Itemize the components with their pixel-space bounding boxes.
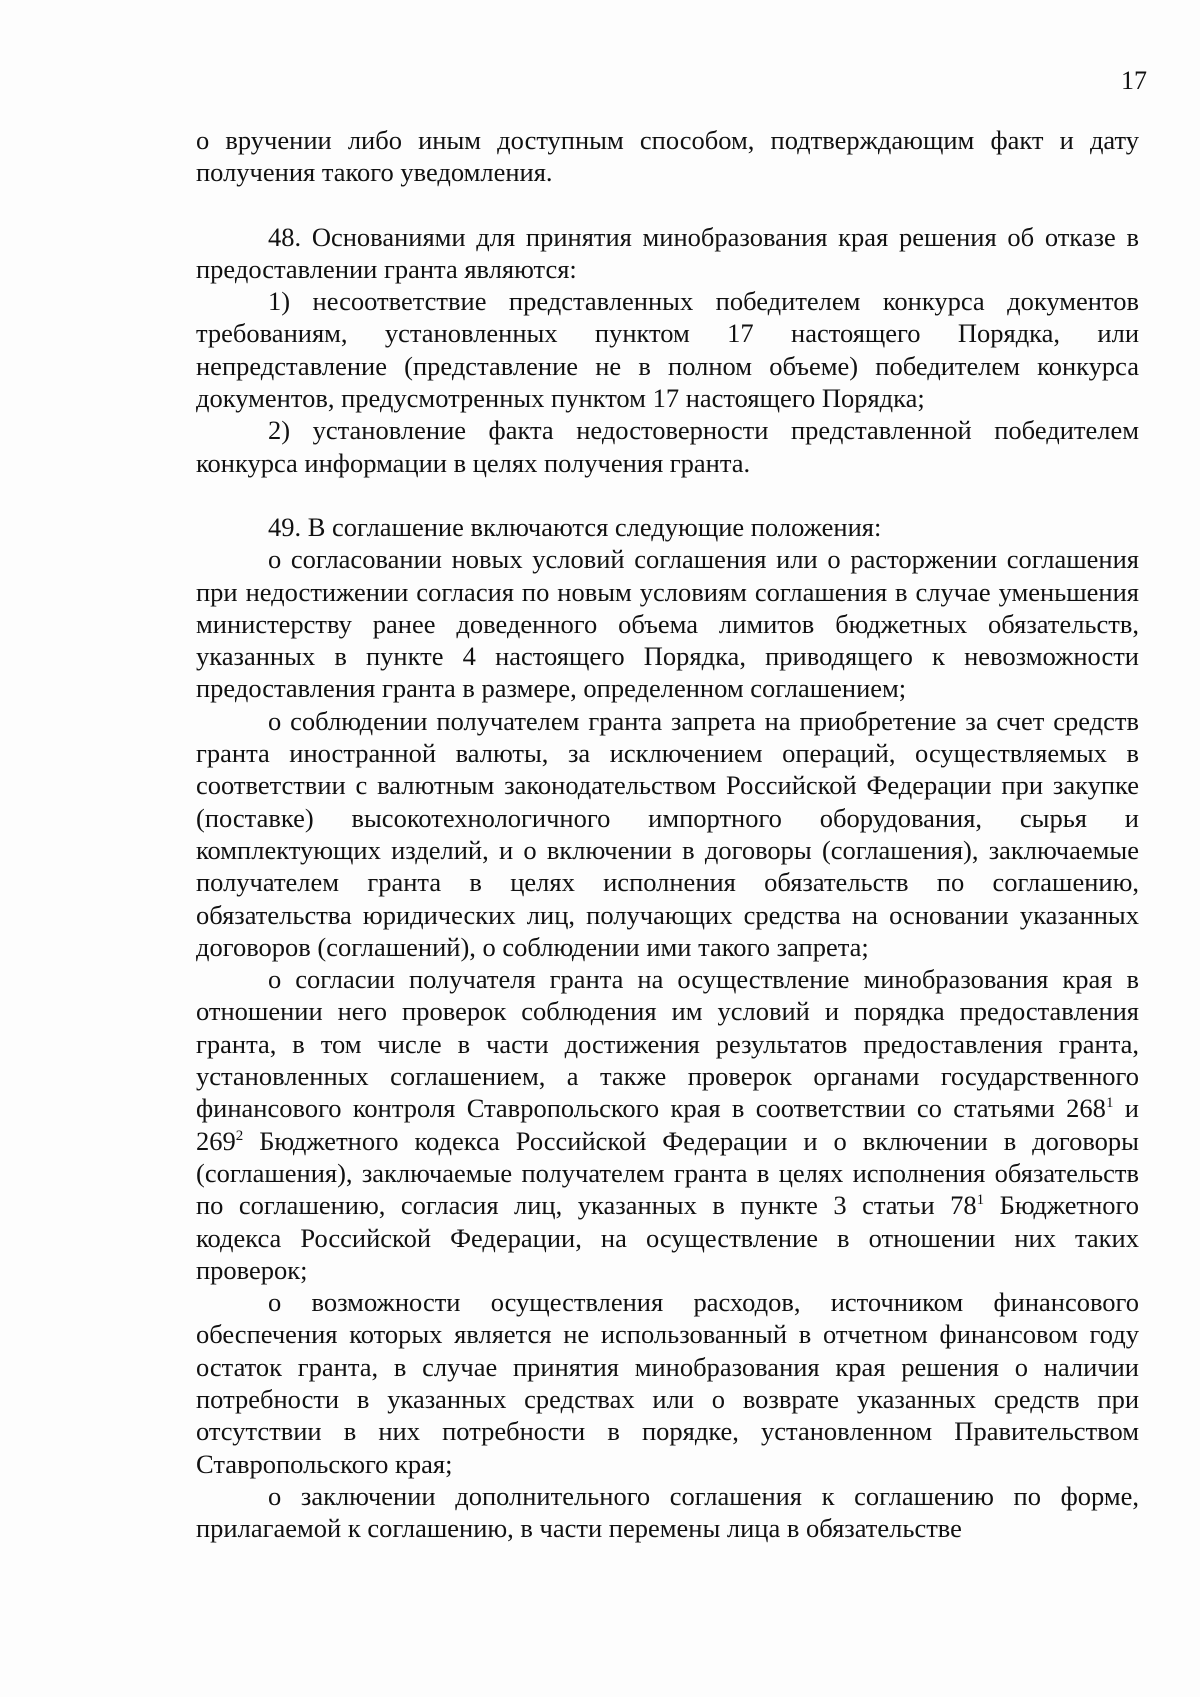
provision-3-text-a: о согласии получателя гранта на осуществление минобразования края в отношении него проверок соблюдения им условий и порядка предоставления гранта, в том числе в части достижения результатов предоставления гранта, установленных соглашением, а также проверок органами государственного финансового контроля Ставропольского края в соответствии со статьями 268 (196, 964, 1139, 1124)
paragraph-48: 48. Основаниями для принятия минобразования края решения об отказе в предоставлении гранта являются: (196, 221, 1139, 284)
paragraph-49-provision-2: о соблюдении получателем гранта запрета на приобретение за счет средств гранта иностранной валюты, за исключением операций, осуществляемых в соответствии с валютным законодательством Российской Федерации при закупке (поставке) высокотехнологичного импортного оборудования, сырья и комплектующих изделий, и о включении в договоры (соглашения), заключаемые получателем гранта в целях исполнения обязательств по соглашению, обязательства юридических лиц, получающих средства на основании указанных договоров (соглашений), о соблюдении ими такого запрета; (196, 705, 1139, 962)
provision-3-text-d: Бюджетного кодекса Российской Федерации, на осуществление в отношении них таких проверок; (196, 1190, 1139, 1285)
paragraph-49-provision-1: о согласовании новых условий соглашения или о расторжении соглашения при недостижении согласия по новым условиям соглашения в случае уменьшения министерству ранее доведенного объема лимитов бюджетных обязательств, указанных в пункте 4 настоящего Порядка, приводящего к невозможности предоставления гранта в размере, определенном соглашением; (196, 544, 1139, 704)
paragraph-49-provision-3 (196, 963, 1139, 1286)
paragraph-49-provision-5: о заключении дополнительного соглашения к соглашению по форме, прилагаемой к соглашению, в части перемены лица в обязательстве (196, 1480, 1139, 1544)
paragraph-48-item-2: 2) установление факта недостоверности представленной победителем конкурса информации в целях получения гранта. (196, 415, 1139, 478)
superscript-index: 1 (1105, 1095, 1114, 1112)
provision-3-text-b: и 269 (196, 1093, 1139, 1156)
document-body (196, 124, 1139, 1544)
paragraph-49: 49. В соглашение включаются следующие положения: (268, 511, 882, 542)
paragraph-continuation: о вручении либо иным доступным способом, подтверждающим факт и дату получения такого уведомления. (196, 125, 1139, 188)
paragraph-49-provision-4: о возможности осуществления расходов, источником финансового обеспечения которых является не использованный в отчетном финансовом году остаток гранта, в случае принятия минобразования края решения о наличии потребности в указанных средствах или о возврате указанных средств при отсутствии в них потребности в порядке, установленном Правительством Ставропольского края; (196, 1287, 1139, 1479)
page-number: 17 (1121, 66, 1147, 95)
superscript-index: 2 (235, 1127, 244, 1144)
superscript-index: 1 (976, 1192, 985, 1209)
provision-3-text-c: Бюджетного кодекса Российской Федерации и о включении в договоры (соглашения), заключаемые получателем гранта в целях исполнения обязательств по соглашению, согласия лиц, указанных в пункте 3 статьи 78 (196, 1125, 1139, 1221)
paragraph-48-item-1: 1) несоответствие представленных победителем конкурса документов требованиям, установленных пунктом 17 настоящего Порядка, или непредставление (представление не в полном объеме) победителем конкурса документов, предусмотренных пунктом 17 настоящего Порядка; (196, 286, 1139, 414)
